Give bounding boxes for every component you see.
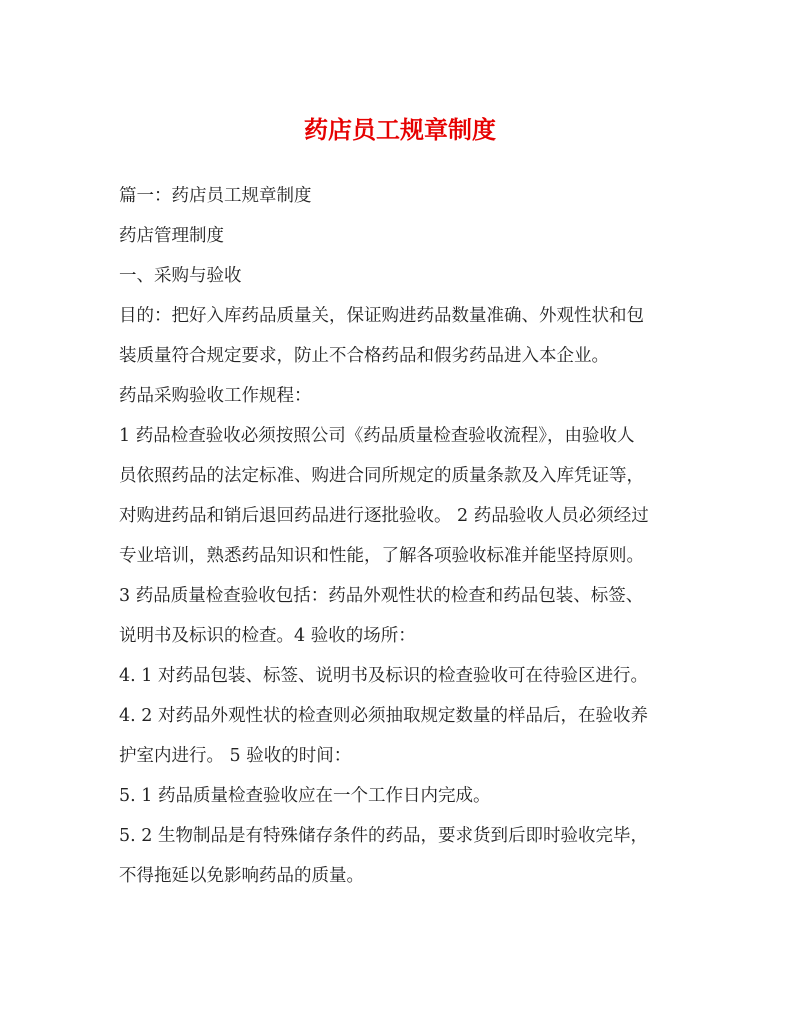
section-heading: 篇一：药店员工规章制度 — [119, 186, 312, 206]
paragraph-line: 说明书及标识的检查。4 验收的场所： — [119, 626, 416, 646]
paragraph-line: 4. 1 对药品包装、标签、说明书及标识的检查验收可在待验区进行。 — [119, 666, 648, 686]
paragraph-line: 对购进药品和销后退回药品进行逐批验收。 2 药品验收人员必须经过 — [119, 506, 649, 526]
paragraph-line: 药品采购验收工作规程： — [119, 386, 312, 406]
paragraph-line: 3 药品质量检查验收包括：药品外观性状的检查和药品包装、标签、 — [119, 586, 644, 606]
document-body — [119, 176, 679, 896]
paragraph-line: 员依照药品的法定标准、购进合同所规定的质量条款及入库凭证等， — [119, 466, 644, 486]
paragraph-line: 不得拖延以免影响药品的质量。 — [119, 866, 364, 886]
paragraph-line: 5. 1 药品质量检查验收应在一个工作日内完成。 — [119, 786, 491, 806]
paragraph-line: 目的：把好入库药品质量关，保证购进药品数量准确、外观性状和包 — [119, 306, 644, 326]
paragraph-line: 专业培训，熟悉药品知识和性能，了解各项验收标准并能坚持原则。 — [119, 546, 644, 566]
paragraph-line: 4. 2 对药品外观性状的检查则必须抽取规定数量的样品后，在验收养 — [119, 706, 648, 726]
chapter-heading: 一、采购与验收 — [119, 266, 242, 286]
paragraph-line: 装质量符合规定要求，防止不合格药品和假劣药品进入本企业。 — [119, 346, 609, 366]
paragraph-line: 5. 2 生物制品是有特殊储存条件的药品，要求货到后即时验收完毕， — [119, 826, 648, 846]
document-title: 药店员工规章制度 — [304, 115, 496, 144]
paragraph-line: 护室内进行。 5 验收的时间： — [119, 746, 352, 766]
paragraph-line: 1 药品检查验收必须按照公司《药品质量检查验收流程》，由验收人 — [119, 426, 635, 446]
subsection-heading: 药店管理制度 — [119, 226, 224, 246]
